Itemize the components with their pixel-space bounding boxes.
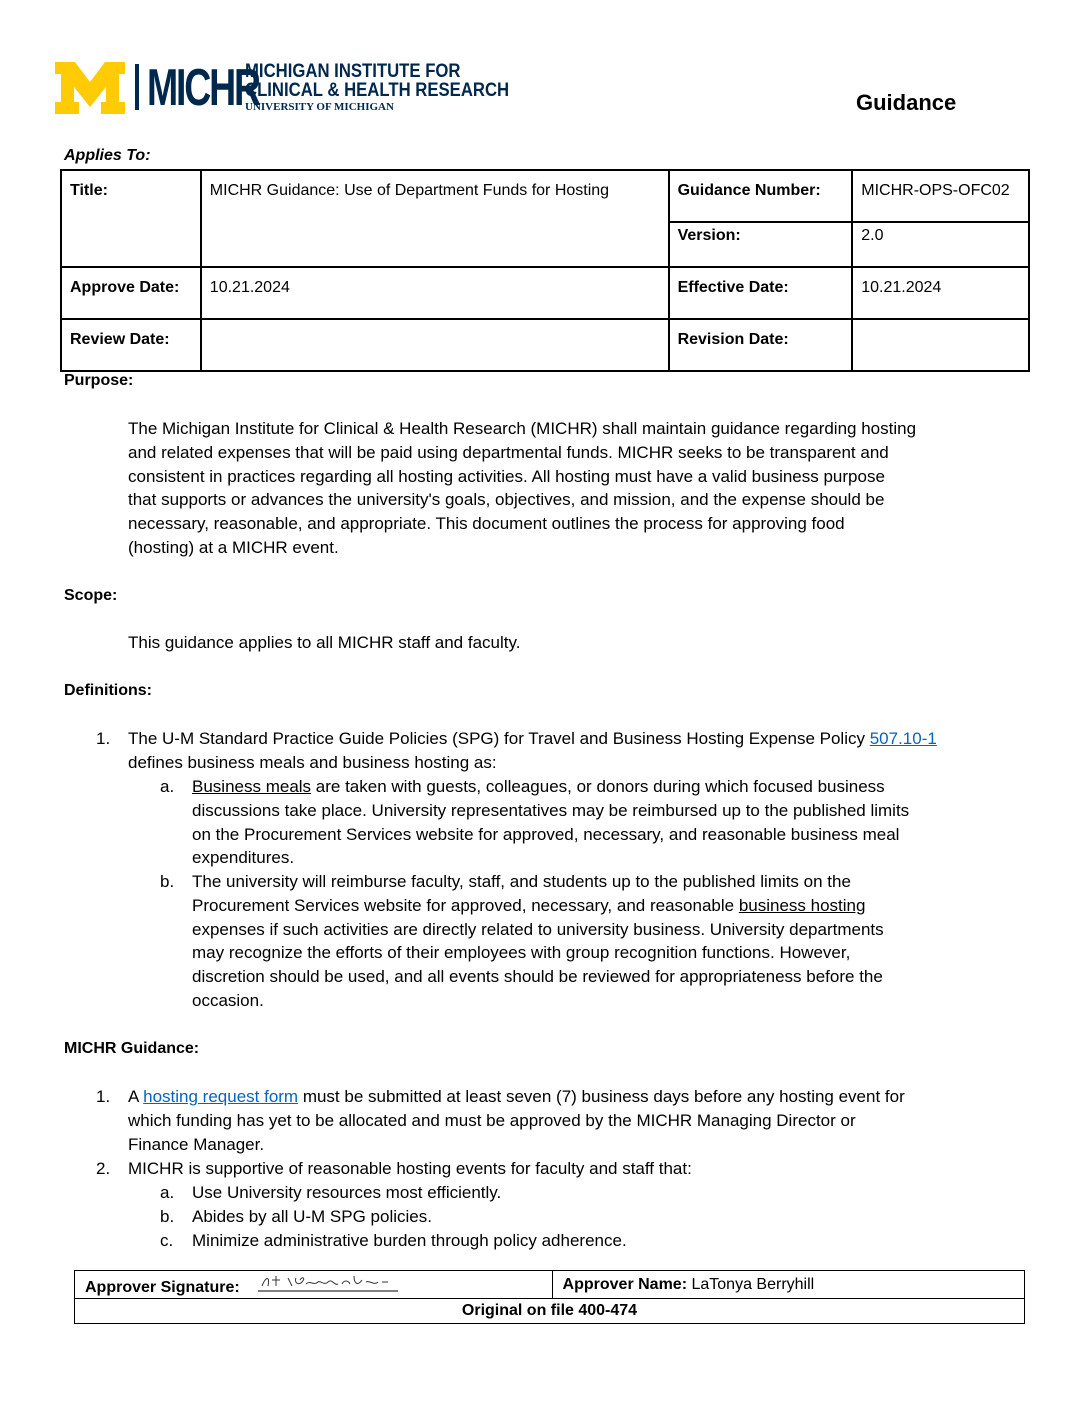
signature-scribble-icon: [258, 1272, 398, 1292]
business-meals-term: Business meals: [192, 777, 312, 796]
definitions-item-1-text: The U-M Standard Practice Guide Policies (SPG) for Travel and Business Hosting Expense Policy: [128, 729, 870, 748]
guidance-subitem-letter: c.: [160, 1231, 174, 1250]
business-hosting-term: business hosting: [738, 895, 866, 915]
purpose-line: that supports or advances the university's goals, objectives, and mission, and the expense should be: [128, 490, 885, 510]
definitions-item-1: [128, 727, 937, 775]
guidance-item-number: 2.: [96, 1159, 111, 1178]
definitions-item-number: 1.: [96, 729, 111, 748]
revision-date-value: [852, 319, 1029, 371]
guidance-subitem-letter: b.: [160, 1207, 175, 1226]
review-date-label: Review Date:: [61, 319, 201, 371]
purpose-line: necessary, reasonable, and appropriate. This document outlines the process for approving food: [128, 514, 845, 534]
definitions-item-1-line1: [128, 727, 937, 751]
effective-date-value: 10.21.2024: [852, 267, 1029, 319]
approver-signature-label: Approver Signature:: [85, 1279, 240, 1296]
subitem-b-line: discretion should be used, and all events should be reviewed for appropriateness before the: [192, 967, 883, 987]
purpose-heading: Purpose:: [64, 372, 134, 389]
approver-name-value: LaTonya Berryhill: [687, 1275, 815, 1293]
guidance-item-1-line2: which funding has yet to be allocated and must be approved by the MICHR Managing Director or: [128, 1110, 856, 1130]
definitions-subitem-a: [192, 775, 909, 870]
purpose-line: The Michigan Institute for Clinical & Health Research (MICHR) shall maintain guidance regarding hosting: [128, 419, 917, 438]
applies-to-label: Applies To:: [64, 147, 151, 164]
subitem-a-line1: [192, 775, 909, 799]
effective-date-label: Effective Date:: [669, 267, 853, 319]
guidance-item-1: [128, 1085, 905, 1156]
definitions-item-1-line2: defines business meals and business hosting as:: [128, 752, 497, 772]
subitem-a-line: on the Procurement Services website for approved, necessary, and reasonable business meal: [192, 824, 900, 844]
scope-text: This guidance applies to all MICHR staff and faculty.: [128, 633, 521, 652]
definitions-subitem-letter: b.: [160, 872, 175, 891]
guidance-subitem-letter: a.: [160, 1183, 175, 1202]
guidance-number-label: Guidance Number:: [669, 170, 853, 222]
guidance-subitem-b: Abides by all U-M SPG policies.: [192, 1207, 432, 1226]
logo-institute-line1: MICHIGAN INSTITUTE FOR: [245, 61, 461, 82]
guidance-subitem-a: Use University resources most efficiently.: [192, 1183, 502, 1202]
title-label: Title:: [61, 170, 201, 267]
hosting-request-form-link[interactable]: hosting request form: [143, 1087, 299, 1106]
subitem-b-line: may recognize the efforts of their employees with group recognition functions. However,: [192, 943, 851, 963]
purpose-paragraph: [128, 417, 916, 560]
document-type-title: Guidance: [856, 90, 957, 115]
guidance-item-2: MICHR is supportive of reasonable hosting events for faculty and staff that:: [128, 1159, 692, 1178]
original-on-file: Original on file 400-474: [75, 1299, 1025, 1324]
version-value: 2.0: [852, 222, 1029, 267]
guidance-item-1-text: must be submitted at least seven (7) business days before any hosting event for: [298, 1087, 905, 1106]
guidance-subitem-c: Minimize administrative burden through policy adherence.: [192, 1231, 627, 1250]
subitem-a-text: are taken with guests, colleagues, or donors during which focused business: [311, 777, 885, 796]
revision-date-label: Revision Date:: [669, 319, 853, 371]
logo-institute-line2: CLINICAL & HEALTH RESEARCH: [245, 80, 510, 101]
subitem-b-text: Procurement Services website for approved, necessary, and reasonable: [192, 895, 739, 915]
logo-divider: [135, 64, 139, 110]
subitem-b-line1: The university will reimburse faculty, staff, and students up to the published limits on the: [192, 872, 851, 891]
definitions-subitem-b: [192, 870, 884, 1013]
logo-university-line: UNIVERSITY OF MICHIGAN: [245, 101, 394, 113]
guidance-item-1-line3: Finance Manager.: [128, 1134, 265, 1154]
michr-guidance-heading: MICHR Guidance:: [64, 1040, 200, 1057]
subitem-b-line: occasion.: [192, 990, 264, 1010]
purpose-line: (hosting) at a MICHR event.: [128, 537, 339, 557]
title-value: MICHR Guidance: Use of Department Funds for Hosting: [201, 170, 669, 267]
handwritten-signature: [258, 1272, 398, 1297]
approver-signature-cell: [75, 1271, 553, 1299]
approver-name-cell: [552, 1271, 1024, 1299]
definitions-heading: Definitions:: [64, 682, 152, 699]
approver-name-label: Approver Name:: [562, 1275, 688, 1293]
guidance-item-1-prefix: A: [128, 1087, 144, 1106]
guidance-number-value: MICHR-OPS-OFC02: [852, 170, 1029, 222]
spg-507-link[interactable]: 507.10-1: [869, 729, 937, 748]
definitions-subitem-letter: a.: [160, 777, 175, 796]
subitem-b-line: expenses if such activities are directly related to university business. University departments: [192, 919, 884, 939]
michr-logo: [55, 60, 515, 116]
scope-heading: Scope:: [64, 587, 118, 604]
approve-date-label: Approve Date:: [61, 267, 201, 319]
block-m-logo: [55, 62, 125, 114]
version-label: Version:: [669, 222, 853, 267]
purpose-line: and related expenses that will be paid using departmental funds. MICHR seeks to be transparent and: [128, 442, 889, 462]
review-date-value: [201, 319, 669, 371]
guidance-item-number: 1.: [96, 1087, 111, 1106]
logo-michr-wordmark: MICHR: [147, 59, 259, 117]
guidance-item-1-line1: [128, 1085, 905, 1109]
purpose-line: consistent in practices regarding all hosting activities. All hosting must have a valid business purpose: [128, 466, 885, 486]
document-info-table: [60, 169, 1030, 372]
approve-date-value: 10.21.2024: [201, 267, 669, 319]
subitem-a-line: discussions take place. University representatives may be reimbursed up to the published limits: [192, 800, 910, 820]
subitem-a-line: expenditures.: [192, 848, 295, 868]
approval-signature-table: [74, 1270, 1025, 1324]
subitem-b-line2: [192, 894, 884, 918]
